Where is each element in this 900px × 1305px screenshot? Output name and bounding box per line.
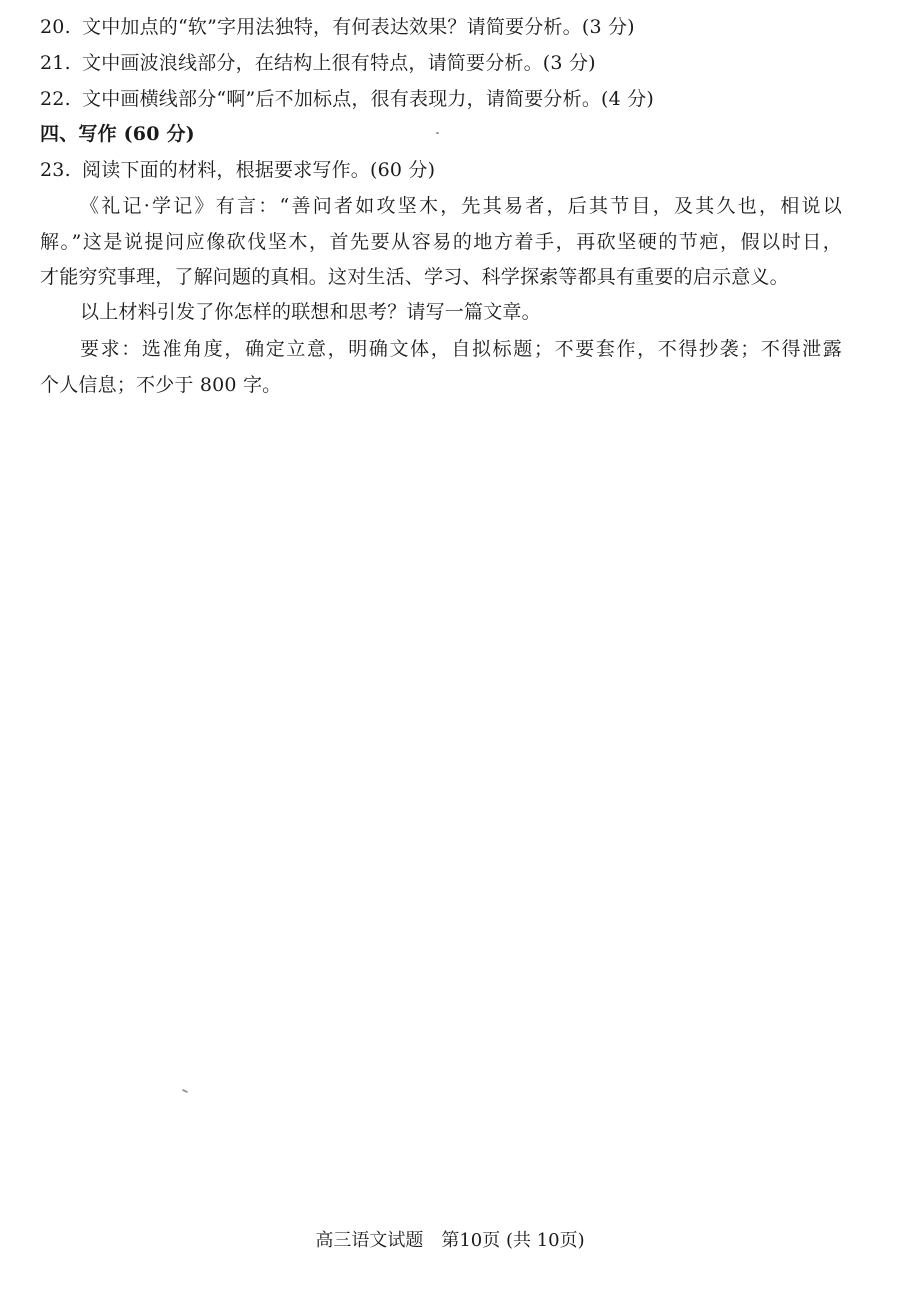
question-text: 文中加点的“软”字用法独特，有何表达效果？请简要分析。(3 分) — [82, 16, 635, 38]
material-line-1: 《礼记·学记》有言：“善问者如攻坚木，先其易者，后其节目，及其久也，相说以 — [80, 195, 842, 217]
question-number: 22. — [40, 88, 71, 110]
scan-speck — [182, 1089, 188, 1093]
question-text: 阅读下面的材料，根据要求写作。(60 分) — [82, 159, 436, 181]
question-text: 文中画横线部分“啊”后不加标点，很有表现力，请简要分析。(4 分) — [82, 88, 654, 110]
scan-speck — [436, 132, 439, 134]
question-number: 21. — [40, 52, 71, 74]
section-heading-writing: 四、写作 (60 分) — [40, 123, 195, 145]
material-line-2: 解。”这是说提问应像砍伐坚木，首先要从容易的地方着手，再砍坚硬的节疤，假以时日， — [40, 231, 842, 253]
question-20 — [40, 14, 842, 40]
material-line-3: 才能穷究事理，了解问题的真相。这对生活、学习、科学探索等都具有重要的启示意义。 — [40, 266, 789, 288]
writing-prompt: 以上材料引发了你怎样的联想和思考？请写一篇文章。 — [80, 301, 541, 323]
page-footer — [0, 1228, 900, 1254]
requirements-line-2: 个人信息；不少于 800 字。 — [40, 374, 282, 396]
question-number: 23. — [40, 159, 71, 181]
question-21 — [40, 50, 842, 76]
question-number: 20. — [40, 16, 71, 38]
footer-subject: 高三语文试题 — [315, 1230, 424, 1251]
question-text: 文中画波浪线部分，在结构上很有特点，请简要分析。(3 分) — [82, 52, 596, 74]
requirements-line-1: 要求：选准角度，确定立意，明确文体，自拟标题；不要套作，不得抄袭；不得泄露 — [80, 338, 842, 360]
question-22 — [40, 86, 842, 112]
question-23 — [40, 157, 842, 183]
footer-page-number: 第10页 (共 10页) — [441, 1230, 585, 1251]
